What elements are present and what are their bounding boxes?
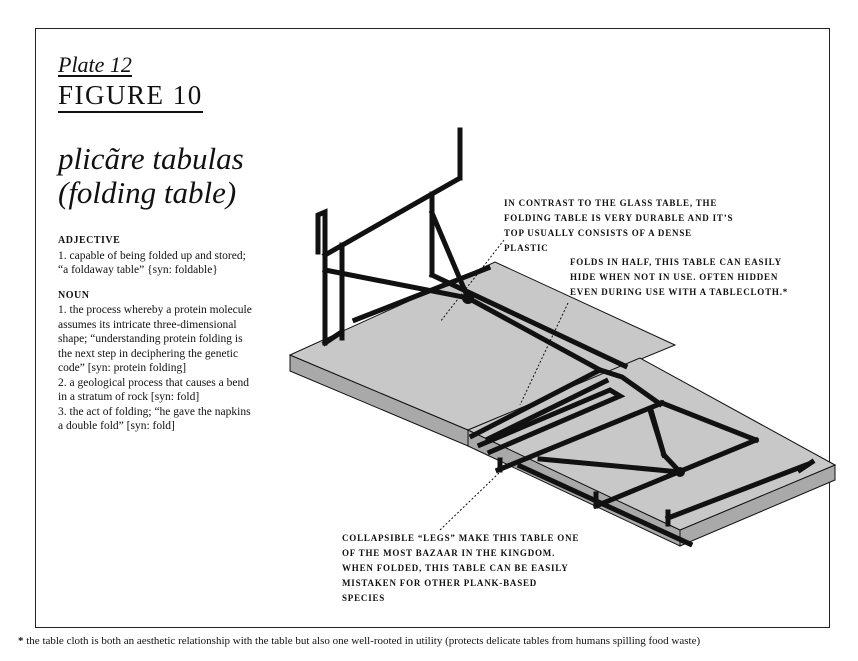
annotation-line: HIDE WHEN NOT IN USE. OFTEN HIDDEN — [570, 272, 779, 282]
footnote — [18, 635, 700, 647]
annotation-line: OF THE MOST BAZAAR IN THE KINGDOM. — [342, 548, 556, 558]
adjective-definition-line: 1. capable of being folded up and stored; — [58, 249, 246, 262]
noun-definition-line: in a stratum of rock [syn: fold] — [58, 391, 200, 403]
footnote-text: the table cloth is both an aesthetic relationship with the table but also one well-rooted in utility (protects delicate tables from humans spilling food waste) — [23, 635, 701, 647]
annotation-line: FOLDING TABLE IS VERY DURABLE AND IT’S — [504, 213, 734, 223]
annotation-line: WHEN FOLDED, THIS TABLE CAN BE EASILY — [342, 563, 569, 573]
annotation-line: FOLDS IN HALF, THIS TABLE CAN EASILY — [570, 257, 782, 267]
footnote-marker: * — [18, 635, 24, 647]
noun-definition-line: 2. a geological process that causes a bend — [58, 376, 249, 389]
adjective-definition-line: “a foldaway table” {syn: foldable} — [58, 264, 218, 276]
noun-definition-line: a double fold” [syn: fold] — [58, 420, 175, 432]
annotation-durability — [504, 196, 734, 256]
noun-definition-line: the next step in deciphering the genetic — [58, 347, 239, 360]
annotation-line: EVEN DURING USE WITH A TABLECLOTH.* — [570, 287, 789, 297]
plate-number: Plate 12 — [58, 52, 132, 77]
adjective-label: ADJECTIVE — [58, 235, 121, 246]
annotation-legs — [342, 531, 582, 606]
noun-definition-line: assumes its intricate three-dimensional — [58, 318, 237, 331]
figure-heading: FIGURE 10 — [58, 80, 203, 113]
annotation-line: IN CONTRAST TO THE GLASS TABLE, THE — [504, 198, 718, 208]
annotation-line: MISTAKEN FOR OTHER PLANK-BASED SPECIES — [342, 578, 538, 603]
annotation-line: TOP USUALLY CONSISTS OF A DENSE PLASTIC — [504, 228, 692, 253]
noun-definition-line: shape; “understanding protein folding is — [58, 333, 243, 345]
hinge-bolt — [675, 467, 685, 477]
noun-label: NOUN — [58, 289, 90, 301]
noun-definition-line: code” [syn: protein folding] — [58, 362, 187, 374]
annotation-folding — [570, 255, 790, 300]
entry-title-latin: plicãre tabulas — [58, 141, 244, 176]
hinge-bolt — [462, 292, 474, 304]
entry-title-english: (folding table) — [58, 175, 237, 210]
annotation-line: COLLAPSIBLE “LEGS” MAKE THIS TABLE ONE — [342, 533, 580, 543]
noun-definition-line: 1. the process whereby a protein molecule — [58, 304, 252, 316]
noun-definition-line: 3. the act of folding; “he gave the napkins — [58, 405, 251, 418]
